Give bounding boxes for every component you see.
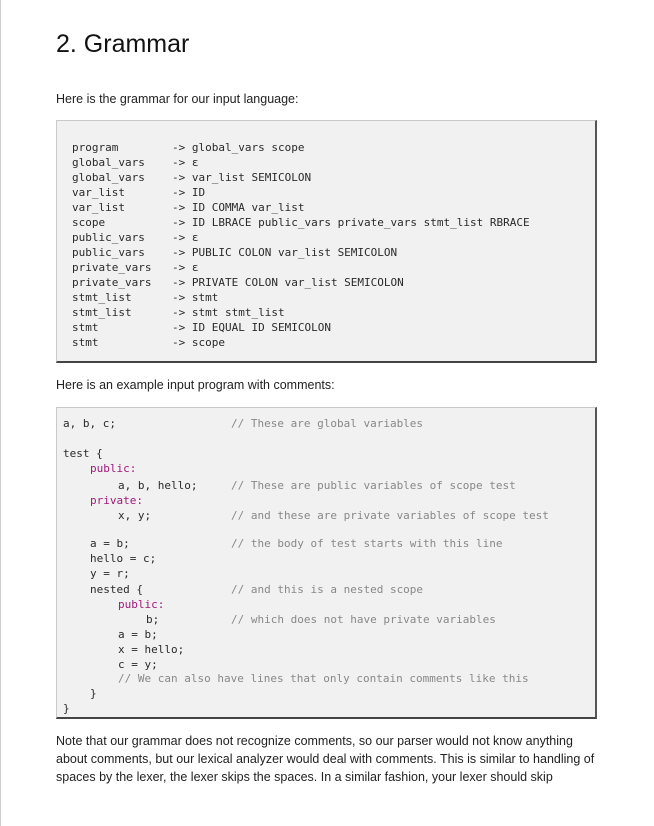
rule-lhs: var_list (72, 201, 125, 214)
example-intro: Here is an example input program with comments: (56, 378, 335, 392)
rule-lhs: private_vars (72, 276, 152, 289)
code-line: b; (146, 613, 160, 626)
code-line: test { (63, 447, 103, 460)
rule-rhs: -> PRIVATE COLON var_list SEMICOLON (172, 276, 404, 289)
rule-rhs: -> stmt (172, 291, 219, 304)
section-title: 2. Grammar (56, 30, 190, 58)
grammar-rule (72, 185, 205, 200)
code-line: } (90, 687, 97, 700)
rule-lhs: public_vars (72, 231, 145, 244)
code-line: x = hello; (118, 643, 185, 656)
rule-rhs: -> ε (172, 156, 199, 169)
rule-lhs: private_vars (72, 261, 152, 274)
rule-lhs: stmt (72, 321, 99, 334)
grammar-rule (72, 245, 397, 260)
rule-rhs: -> PUBLIC COLON var_list SEMICOLON (172, 246, 398, 259)
grammar-rule (72, 200, 304, 215)
rule-lhs: stmt_list (72, 291, 132, 304)
page-left-border (0, 0, 1, 826)
code-comment: // These are global variables (231, 417, 424, 430)
rule-rhs: -> ID EQUAL ID SEMICOLON (172, 321, 331, 334)
code-line: a = b; (118, 628, 158, 641)
rule-lhs: scope (72, 216, 106, 229)
grammar-rule (72, 155, 199, 170)
grammar-intro: Here is the grammar for our input language: (56, 92, 299, 106)
rule-rhs: -> stmt stmt_list (172, 306, 285, 319)
grammar-rule (72, 140, 304, 155)
grammar-rule (72, 305, 285, 320)
code-comment: // the body of test starts with this line (231, 537, 503, 550)
rule-rhs: -> ID COMMA var_list (172, 201, 305, 214)
rule-rhs: -> var_list SEMICOLON (172, 171, 312, 184)
rule-lhs: global_vars (72, 156, 145, 169)
grammar-code-block (56, 120, 597, 363)
code-keyword: public: (118, 598, 165, 611)
code-keyword: public: (90, 462, 137, 475)
rule-lhs: stmt (72, 336, 99, 349)
code-line: c = y; (118, 658, 158, 671)
code-comment: // These are public variables of scope test (231, 479, 516, 492)
grammar-rule (72, 230, 199, 245)
code-line: a, b, c; (63, 417, 116, 430)
code-line: } (63, 702, 70, 715)
code-line: hello = c; (90, 552, 157, 565)
code-line: x, y; (118, 509, 152, 522)
grammar-rule (72, 335, 225, 350)
grammar-rule (72, 275, 404, 290)
grammar-rule (72, 260, 199, 275)
rule-lhs: program (72, 141, 119, 154)
rule-lhs: global_vars (72, 171, 145, 184)
note-paragraph: Note that our grammar does not recognize comments, so our parser would not know anything about comments, but our lexical analyzer would deal with comments. This is similar to handling of spaces by the lexer, the lexer skips the spaces. In a similar fashion, your lexer should skip (56, 734, 595, 784)
rule-lhs: var_list (72, 186, 125, 199)
code-line: a, b, hello; (118, 479, 198, 492)
rule-rhs: -> ε (172, 231, 199, 244)
code-keyword: private: (90, 494, 143, 507)
code-comment: // and this is a nested scope (231, 583, 424, 596)
rule-rhs: -> ε (172, 261, 199, 274)
code-line: y = r; (90, 567, 130, 580)
grammar-rule (72, 170, 311, 185)
rule-lhs: stmt_list (72, 306, 132, 319)
example-code-block (56, 407, 597, 719)
grammar-rule (72, 320, 331, 335)
grammar-rule (72, 215, 530, 230)
code-line: nested { (90, 583, 143, 596)
code-comment: // We can also have lines that only contain comments like this (118, 672, 529, 685)
code-comment: // which does not have private variables (231, 613, 496, 626)
rule-rhs: -> scope (172, 336, 225, 349)
rule-lhs: public_vars (72, 246, 145, 259)
rule-rhs: -> global_vars scope (172, 141, 305, 154)
code-comment: // and these are private variables of scope test (231, 509, 549, 522)
code-line: a = b; (90, 537, 130, 550)
grammar-rule (72, 290, 218, 305)
rule-rhs: -> ID LBRACE public_vars private_vars stmt_list RBRACE (172, 216, 530, 229)
rule-rhs: -> ID (172, 186, 206, 199)
